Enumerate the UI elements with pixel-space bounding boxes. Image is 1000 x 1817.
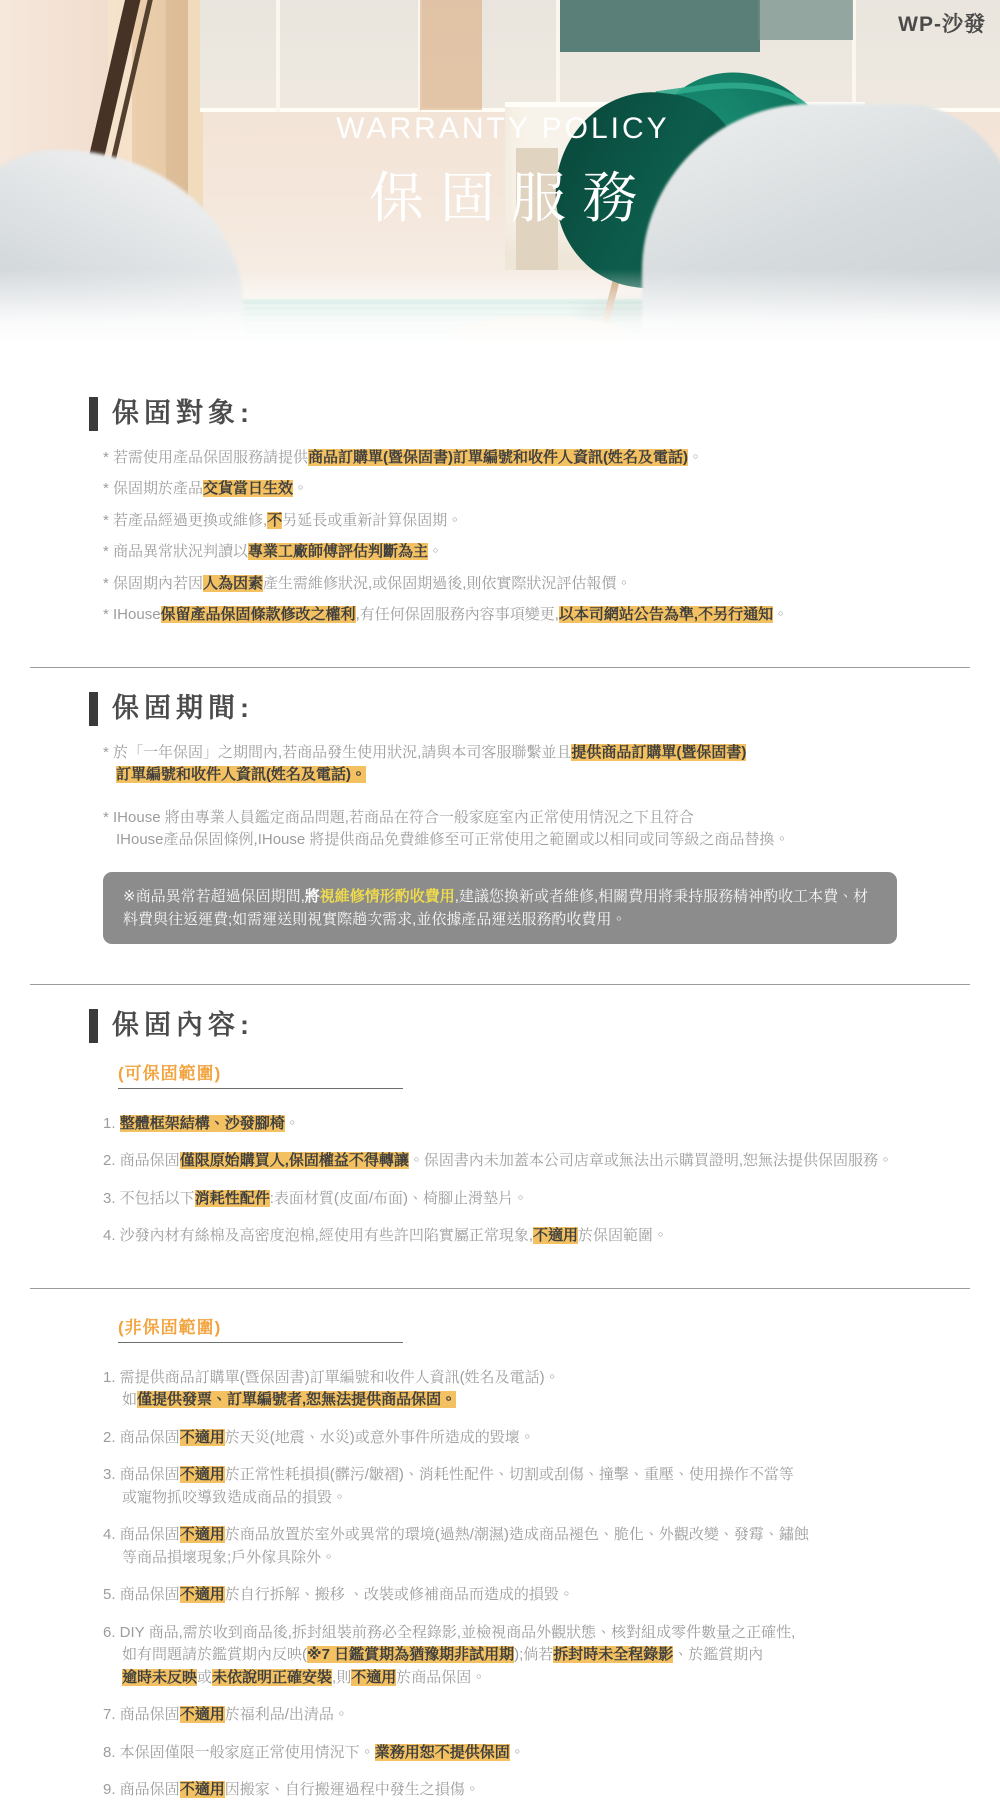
highlighted-text: 訂單編號和收件人資訊(姓名及電話)。: [116, 766, 366, 783]
section-warranty-target: [0, 397, 1000, 627]
text-run: 。: [293, 480, 309, 498]
text-run: * 若產品經過更換或維修,: [103, 511, 268, 529]
text-run: ,則: [332, 1668, 352, 1686]
text-run: 產生需維修狀況,或保固期過後,則依實際狀況評估報價。: [263, 574, 632, 592]
policy-item: [103, 1225, 990, 1248]
highlighted-text: 以本司網站公告為準,不另行通知: [558, 606, 774, 624]
text-run: 、於鑑賞期內: [673, 1646, 764, 1664]
text-run: * 於「一年保固」之期間內,若商品發生使用狀況,請與本司客服聯繫並且: [103, 743, 572, 761]
text-run: 於商品保固。: [396, 1668, 487, 1686]
glass-reflection: [758, 0, 853, 40]
policy-item: [103, 1704, 990, 1727]
highlighted-text: 拆封時未全程錄影: [553, 1646, 674, 1664]
text-run: 如有問題請於鑑賞期內反映(: [122, 1646, 307, 1664]
hero-title-en: WARRANTY POLICY: [336, 112, 670, 145]
text-run: 。: [428, 543, 444, 561]
text-run: 5. 商品保固: [103, 1586, 180, 1604]
highlighted-text: 交貨當日生效: [203, 480, 294, 498]
text-run: * 商品異常狀況判讀以: [103, 543, 249, 561]
highlighted-text: 不適用: [179, 1586, 225, 1604]
text-run: 於保固範圍。: [578, 1227, 669, 1245]
text-run: 於正常性耗損損(髒污/皺褶)、消耗性配件、切割或刮傷、撞擊、重壓、使用操作不當等: [224, 1466, 794, 1484]
text-run: 3. 商品保固: [103, 1466, 180, 1484]
section-title: 保固期間:: [89, 692, 990, 726]
glass-mullion: [276, 0, 280, 112]
policy-item: [103, 1464, 990, 1509]
policy-item: [103, 1742, 990, 1765]
product-code-tag: WP-沙發: [898, 13, 986, 36]
text-run: 6. DIY 商品,需於收到商品後,拆封組裝前務必全程錄影,並檢視商品外觀狀態、核對組成零件數量之正確性,: [103, 1623, 796, 1641]
text-run: 或: [197, 1668, 213, 1686]
text-run: 1.: [103, 1114, 120, 1132]
hero-title-block: [336, 112, 669, 233]
text-run: ,有任何保固服務內容事項變更,: [355, 606, 559, 624]
text-run: 於福利品/出清品。: [224, 1706, 349, 1724]
text-run: 將: [304, 887, 320, 905]
text-run: * 若需使用產品保固服務請提供: [103, 448, 309, 466]
subsection-underline: [118, 1088, 403, 1089]
highlighted-text: 不適用: [179, 1466, 225, 1484]
policy-bullet: [103, 541, 990, 564]
text-run: 。: [509, 1743, 525, 1761]
text-run: 。: [284, 1114, 300, 1132]
policy-item: [103, 1622, 990, 1690]
text-run: 於自行拆解、搬移 、改裝或修補商品而造成的損毀。: [224, 1586, 574, 1604]
text-run: 4. 商品保固: [103, 1526, 180, 1544]
highlighted-text: 不適用: [179, 1781, 225, 1799]
text-run: * IHouse 將由專業人員鑑定商品問題,若商品在符合一般家庭室內正常使用情況之下且符合: [103, 808, 694, 826]
text-run: 2. 商品保固: [103, 1428, 180, 1446]
policy-sections: [0, 343, 1000, 1802]
text-run: 如: [122, 1391, 138, 1409]
text-run: 。: [688, 448, 704, 466]
policy-bullet: [103, 447, 990, 470]
text-run: 2. 商品保固: [103, 1152, 180, 1170]
policy-bullet: [103, 478, 990, 501]
text-run: * IHouse: [103, 606, 161, 624]
highlighted-text: ※7 日鑑賞期為猶豫期非試用期: [307, 1646, 515, 1664]
policy-item: [103, 1779, 990, 1802]
highlighted-text: 商品訂購單(暨保固書)訂單編號和收件人資訊(姓名及電話): [308, 448, 688, 466]
subsection-label: (非保固範圍): [118, 1317, 222, 1337]
highlighted-text: 不適用: [351, 1668, 397, 1686]
subsection-label: (可保固範圍): [118, 1063, 222, 1083]
section-divider: [30, 667, 970, 668]
text-run: 3. 不包括以下: [103, 1189, 195, 1207]
highlighted-text: 保留產品保固條款修改之權利: [160, 606, 356, 624]
policy-bullet: [103, 510, 990, 533]
section-title: 保固對象:: [89, 397, 990, 431]
text-run: :表面材質(皮面/布面)、椅腳止滑墊片。: [269, 1189, 529, 1207]
text-run: 於天災(地震、水災)或意外事件所造成的毀壞。: [224, 1428, 535, 1446]
section-warranty-period: [0, 692, 1000, 944]
yellow-emphasis-text: 視維修情形酌收費用: [319, 887, 455, 905]
highlighted-text: 僅限原始購買人,保固權益不得轉讓: [179, 1152, 409, 1170]
policy-bullet: [103, 742, 990, 787]
text-run: ,建議您換新或者維修,相關費用將秉持服務精神酌收工本費、材料費與往返運費;如需運送則視實際趟次需求,並依據產品運送服務酌收費用。: [123, 887, 869, 928]
text-run: 因搬家、自行搬運過程中發生之損傷。: [224, 1781, 480, 1799]
fee-note-box: [103, 872, 897, 945]
text-run: 1. 需提供商品訂購單(暨保固書)訂單編號和收件人資訊(姓名及電話)。: [103, 1368, 560, 1386]
text-run: IHouse產品保固條例,IHouse 將提供商品免費維修至可正常使用之範圍或以相同或同等級之商品替換。: [116, 831, 790, 848]
section-non-coverage: [0, 1313, 1000, 1802]
text-run: * 保固期於產品: [103, 480, 204, 498]
text-run: 或寵物抓咬導致造成商品的損毀。: [122, 1488, 348, 1506]
subsection-underline: [118, 1342, 403, 1343]
glass-reflection: [560, 0, 760, 52]
highlighted-text: 未依說明正確安裝: [212, 1668, 333, 1686]
text-run: 4. 沙發內材有絲棉及高密度泡棉,經使用有些許凹陷實屬正常現象,: [103, 1227, 534, 1245]
highlighted-text: 不適用: [179, 1428, 225, 1446]
policy-item: [103, 1150, 990, 1173]
policy-item: [103, 1427, 990, 1450]
highlighted-text: 不適用: [533, 1227, 579, 1245]
policy-bullet: [103, 573, 990, 596]
text-run: * 保固期內若因: [103, 574, 204, 592]
text-run: );倘若: [514, 1646, 554, 1664]
hero-title-zh: 保固服務: [368, 167, 654, 229]
hero-bottom-fade: [0, 269, 1000, 343]
policy-item: [103, 1524, 990, 1569]
text-run: 9. 商品保固: [103, 1781, 180, 1799]
text-run: 7. 商品保固: [103, 1706, 180, 1724]
policy-item: [103, 1584, 990, 1607]
section-title: 保固內容:: [89, 1009, 990, 1043]
section-divider: [30, 984, 970, 985]
highlighted-text: 不適用: [179, 1526, 225, 1544]
highlighted-text: 不: [267, 511, 283, 529]
policy-item: [103, 1113, 990, 1136]
highlighted-text: 提供商品訂購單(暨保固書): [571, 743, 747, 761]
highlighted-text: 逾時未反映: [122, 1668, 198, 1686]
text-run: 等商品損壞現象;戶外傢具除外。: [122, 1548, 337, 1566]
section-divider: [30, 1288, 970, 1289]
text-run: 。保固書內未加蓋本公司店章或無法出示購買證明,恕無法提供保固服務。: [408, 1152, 894, 1170]
section-warranty-coverage: [0, 1009, 1000, 1248]
glass-reflection: [420, 0, 482, 110]
text-run: 另延長或重新計算保固期。: [282, 511, 463, 529]
text-run: 於商品放置於室外或異常的環境(過熱/潮濕)造成商品褪色、脆化、外觀改變、發霉、鏽蝕: [224, 1526, 809, 1544]
hero-image: [0, 0, 1000, 343]
highlighted-text: 僅提供發票、訂單編號者,恕無法提供商品保固。: [137, 1391, 457, 1409]
highlighted-text: 不適用: [179, 1706, 225, 1724]
text-run: 。: [773, 606, 789, 624]
policy-bullet: [103, 604, 990, 627]
highlighted-text: 業務用恕不提供保固: [374, 1743, 510, 1761]
highlighted-text: 專業工廠師傅評估判斷為主: [248, 543, 429, 561]
policy-item: [103, 1367, 990, 1412]
highlighted-text: 人為因素: [203, 574, 264, 592]
policy-bullet: [103, 807, 990, 852]
policy-item: [103, 1188, 990, 1211]
text-run: 8. 本保固僅限一般家庭正常使用情況下。: [103, 1743, 375, 1761]
highlighted-text: 消耗性配件: [194, 1189, 270, 1207]
highlighted-text: 整體框架結構、沙發腳椅: [119, 1114, 285, 1132]
text-run: ※商品異常若超過保固期間,: [123, 887, 305, 905]
